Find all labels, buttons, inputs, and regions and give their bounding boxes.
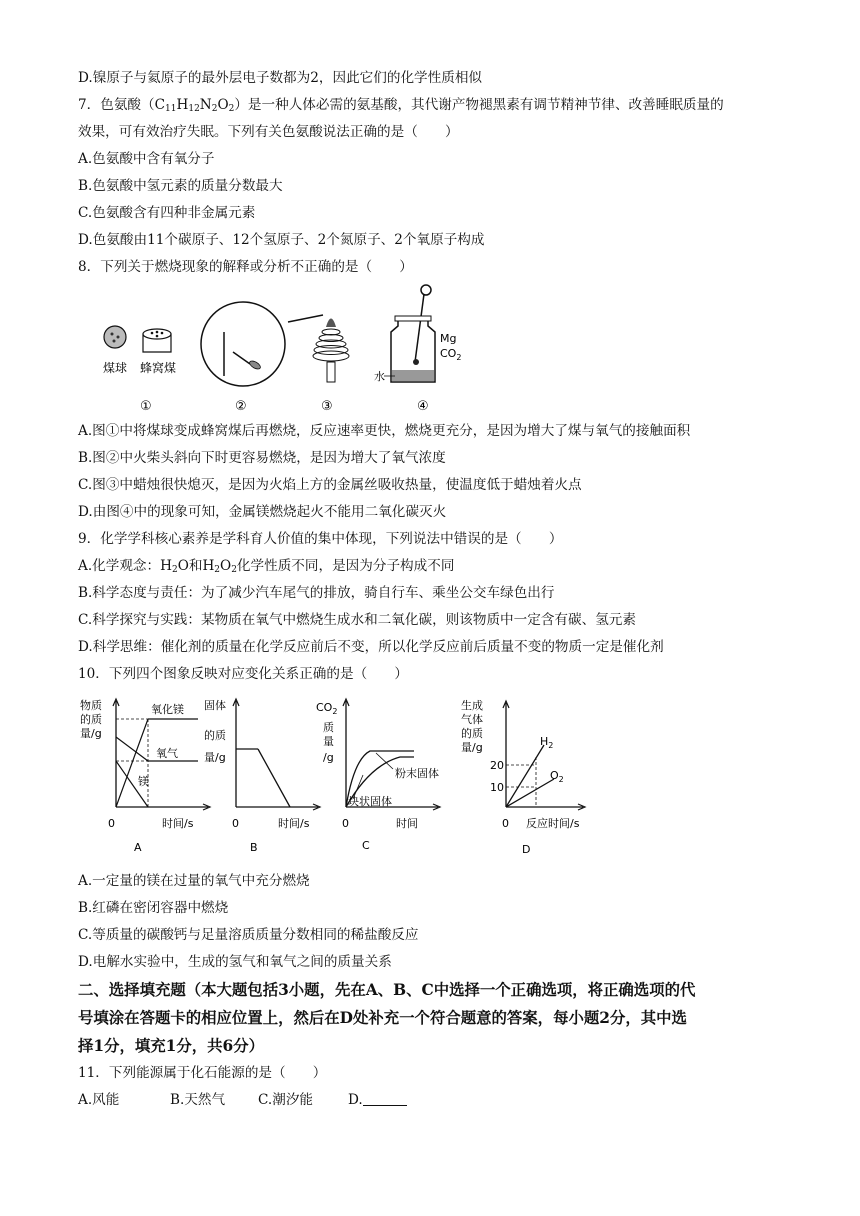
q7-formula-o: O	[217, 97, 229, 113]
graph-d-label-o2: $O_2$	[550, 769, 564, 784]
graph-d	[461, 698, 585, 856]
q7-formula-n: N	[199, 97, 212, 113]
graph-c	[316, 699, 440, 852]
q8-option-c: C.图③中蜡烛很快熄灭，是因为火焰上方的金属丝吸收热量，使温度低于蜡烛着火点	[78, 477, 582, 493]
graph-b-ylabel-3: 量/g	[204, 751, 226, 764]
candle-coil-icon	[288, 315, 349, 382]
graph-b	[204, 698, 320, 854]
q7-formula-sub-c: 11	[165, 104, 177, 114]
q7-option-b: B.色氨酸中氢元素的质量分数最大	[78, 178, 283, 194]
q8-figure-svg	[78, 282, 478, 417]
q11-option-c: C.潮汐能	[258, 1092, 314, 1108]
graph-d-tick-10: 10	[490, 781, 504, 794]
label-coal-ball: 煤球	[103, 361, 128, 375]
graph-c-xlabel: 时间	[396, 817, 418, 830]
q9-a-sub3: 2	[231, 565, 237, 575]
coal-ball-icon	[104, 326, 126, 348]
q9-option-c: C.科学探究与实践：某物质在氧气中燃烧生成水和二氧化碳，则该物质中一定含有碳、氢元素	[78, 612, 636, 628]
graph-d-tag: D	[522, 843, 531, 856]
q7-option-a: A.色氨酸中含有氧分子	[78, 151, 215, 167]
graph-a	[80, 698, 210, 854]
graph-a-ylabel-1: 物质	[80, 699, 102, 712]
q9-a-o: O	[220, 558, 232, 574]
q7-formula-sub-o: 2	[228, 104, 235, 114]
graph-a-origin: 0	[108, 817, 115, 830]
bottle-mg-co2-icon	[391, 285, 435, 382]
q10-stem: 10．下列四个图象反映对应变化关系正确的是（ ）	[78, 666, 408, 682]
q9-a-pre: A.化学观念：H	[78, 558, 172, 574]
q7-formula-sub-h: 12	[188, 104, 200, 114]
graph-a-label-mgo: 氧化镁	[151, 703, 184, 716]
q9-a-sub2: 2	[214, 565, 221, 575]
graph-a-label-o2: 氧气	[156, 747, 178, 760]
graph-d-ylabel-3: 的质	[461, 727, 483, 740]
q7-formula-sub-n: 2	[211, 104, 218, 114]
section2-heading-line3: 择1分，填充1分，共6分）	[78, 1037, 265, 1055]
q9-option-b: B.科学态度与责任：为了减少汽车尾气的排放，骑自行车、乘坐公交车绿色出行	[78, 585, 555, 601]
graph-c-origin: 0	[342, 817, 349, 830]
graph-c-ylabel-2: 量	[323, 735, 334, 748]
graph-a-tag: A	[134, 841, 142, 854]
graph-b-ylabel-2: 的质	[204, 729, 226, 742]
q11-option-a: A.风能	[78, 1092, 120, 1108]
q7-stem-post: ）是一种人体必需的氨基酸，其代谢产物褪黑素有调节精神节律、改善睡眠质量的	[234, 97, 724, 113]
q7-formula-h: H	[176, 97, 189, 113]
graph-d-origin: 0	[502, 817, 509, 830]
label-mg: Mg	[440, 332, 457, 345]
q7-option-d: D.色氨酸由11个碳原子、12个氢原子、2个氮原子、2个氧原子构成	[78, 232, 485, 248]
graph-a-xlabel: 时间/s	[162, 817, 194, 830]
q7-stem-pre: 7．色氨酸（C	[78, 97, 166, 113]
q10-option-d: D.电解水实验中，生成的氢气和氧气之间的质量关系	[78, 954, 392, 970]
section2-heading-line1: 二、选择填充题（本大题包括3小题，先在A、B、C中选择一个正确选项，将正确选项的代	[78, 981, 696, 999]
graph-a-ylabel-3: 量/g	[80, 727, 102, 740]
q9-option-d: D.科学思维：催化剂的质量在化学反应前后不变，所以化学反应前后质量不变的物质一定是催化剂	[78, 639, 664, 655]
q10-option-a: A.一定量的镁在过量的氧气中充分燃烧	[78, 873, 310, 889]
graph-d-xlabel: 反应时间/s	[526, 817, 580, 830]
q10-option-b: B.红磷在密闭容器中燃烧	[78, 900, 229, 916]
graph-a-label-mg: 镁	[138, 775, 149, 788]
graph-b-origin: 0	[232, 817, 239, 830]
graph-d-ylabel-2: 气体	[461, 713, 483, 726]
graph-c-ylabel-0: $CO_2$	[316, 701, 338, 716]
q7-option-c: C.色氨酸含有四种非金属元素	[78, 205, 256, 221]
graph-b-xlabel: 时间/s	[278, 817, 310, 830]
fig-number-2: ②	[235, 399, 247, 414]
graph-a-ylabel-2: 的质	[80, 713, 102, 726]
graph-d-ylabel-1: 生成	[461, 699, 483, 712]
q11-option-d-label: D.	[348, 1092, 363, 1108]
q9-a-sub1: 2	[171, 565, 178, 575]
label-water: 水	[374, 370, 385, 383]
graph-c-label-lump: 块状固体	[348, 795, 392, 808]
q10-graphs	[78, 695, 598, 860]
q9-a-mid: O和H	[177, 558, 215, 574]
graph-c-label-powder: 粉末固体	[395, 767, 439, 780]
graph-b-tag: B	[250, 841, 258, 854]
q8-stem: 8．下列关于燃烧现象的解释或分析不正确的是（ ）	[78, 259, 413, 275]
graph-d-tick-20: 20	[490, 759, 504, 772]
q11-stem: 11．下列能源属于化石能源的是（ ）	[78, 1065, 327, 1081]
match-in-circle-icon	[201, 302, 285, 386]
fig-number-1: ①	[140, 399, 152, 414]
q6-option-d: D.镍原子与氦原子的最外层电子数都为2，因此它们的化学性质相似	[78, 70, 483, 86]
graph-b-ylabel-1: 固体	[204, 699, 226, 712]
fig-number-3: ③	[321, 399, 333, 414]
q7-stem-line2: 效果，可有效治疗失眠。下列有关色氨酸说法正确的是（ ）	[78, 124, 459, 140]
q8-option-b: B.图②中火柴头斜向下时更容易燃烧，是因为增大了氧气浓度	[78, 450, 446, 466]
label-honeycomb: 蜂窝煤	[140, 361, 177, 375]
q10-graphs-svg	[78, 695, 598, 860]
q11-answer-blank[interactable]	[363, 1090, 407, 1106]
q10-option-c: C.等质量的碳酸钙与足量溶质质量分数相同的稀盐酸反应	[78, 927, 419, 943]
fig-number-4: ④	[417, 399, 429, 414]
q9-a-post: 化学性质不同，是因为分子构成不同	[236, 558, 455, 574]
q11-option-d	[348, 1090, 407, 1110]
q9-option-a	[78, 556, 454, 580]
q8-option-d: D.由图④中的现象可知，金属镁燃烧起火不能用二氧化碳灭火	[78, 504, 447, 520]
q11-options	[78, 1090, 407, 1110]
q8-figure	[78, 282, 478, 417]
q9-stem: 9．化学学科核心素养是学科育人价值的集中体现，下列说法中错误的是（ ）	[78, 531, 563, 547]
graph-c-ylabel-3: /g	[323, 751, 334, 764]
graph-d-label-h2: $H_2$	[540, 735, 554, 750]
q11-option-b: B.天然气	[170, 1092, 226, 1108]
graph-c-tag: C	[362, 839, 370, 852]
honeycomb-briquette-icon	[143, 329, 171, 352]
section2-heading-line2: 号填涂在答题卡的相应位置上，然后在D处补充一个符合题意的答案，每小题2分，其中选	[78, 1009, 687, 1027]
label-co2: $CO_2$	[440, 347, 462, 362]
graph-c-ylabel-1: 质	[323, 721, 334, 734]
q8-option-a: A.图①中将煤球变成蜂窝煤后再燃烧，反应速率更快，燃烧更充分，是因为增大了煤与氧气的接触面积	[78, 423, 691, 439]
graph-d-ylabel-4: 量/g	[461, 741, 483, 754]
q7-stem-line1	[78, 95, 724, 119]
